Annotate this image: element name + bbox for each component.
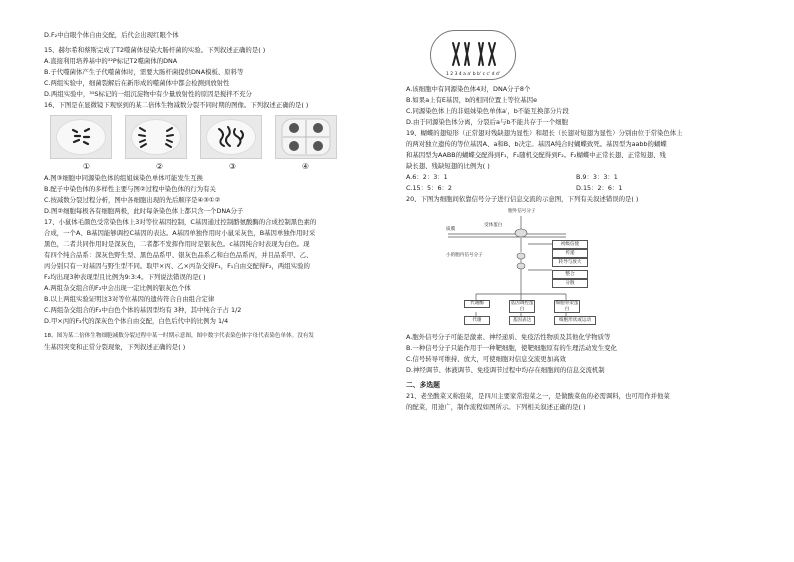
option-c: C.15：5：6：2: [406, 184, 452, 192]
option-line: B.以上两组实验证明这3对等位基因的遗传符合自由组合定律: [44, 295, 215, 303]
flow-connectors: [446, 208, 636, 328]
option-b: B.9：3：3：1: [576, 173, 618, 181]
left-column: [44, 30, 390, 353]
option-line: A.图③细胞中同源染色体的组姐妹染色单体可能发生互换: [44, 174, 204, 182]
flow-box-integrate: 整合: [552, 270, 588, 279]
option-line: D.神经调节、体液调节、免疫调节过程中均存在细胞间的信息交流机制: [406, 366, 605, 374]
flow-label-receptor: 受体蛋白: [484, 223, 503, 228]
question-17: 17、小鼠体毛颜色受常染色体上3对等位基因控制，C基因通过控制酪氨酸酶的合成控制黑色素的: [44, 218, 317, 226]
micrograph-cell-1: [50, 115, 112, 159]
option-line: D.甲×丙的F₂代的深灰色个体自由交配，白色后代中的比例为 1/4: [44, 317, 229, 325]
option-line: B.子代噬菌体产生子代噬菌体时，需要大肠杆菌提供DNA模板、原料等: [44, 68, 244, 76]
chromosome-marks: [201, 116, 261, 158]
question-text: 黑色，二者共同作用时是深灰色，二者都不发挥作用时是银灰色。c基因纯合时表现为白色。现: [44, 240, 310, 248]
question-text: 和基因型为AABB的蝴蝶交配得到F₁，F₁随机交配得到F₂。F₂蝴蝶中正常长翅、正常短翅、残: [406, 151, 666, 159]
flow-target-1: 代谢酶: [464, 300, 490, 308]
flow-output-2: 基因表达: [509, 316, 535, 325]
option-line: A.直接利用培养基中的³²P标记T2噬菌体的DNA: [44, 57, 178, 65]
flow-label-top: 胞外信号分子: [508, 209, 536, 214]
question-16: 16、下图是在显微镜下观察到的某二倍体生物减数分裂不同时期的图像。下列叙述正确的是( ): [44, 101, 309, 109]
options-row: [406, 172, 762, 183]
question-text: 合成，一个A、B基因能够调控C基因的表达。A基因单独作用时小鼠采灰色，B基因单独作用时采: [44, 229, 316, 237]
right-column: [406, 30, 762, 413]
option-line: D.F₂中白眼个体自由交配，后代会出现红眼个体: [44, 31, 179, 39]
chromosome-drawing: [431, 31, 515, 79]
flow-box-amplify: 转导与放大: [552, 258, 588, 267]
option-line: A.两组杂交组合的F₂中会出现一定比例的银灰色个体: [44, 284, 191, 292]
section-heading: 二、多选题: [406, 381, 440, 389]
micrograph-cell-4: [275, 115, 337, 159]
figure-label: ④: [301, 162, 310, 171]
question-text: 生基因突变和正常分裂现象，下列叙述正确的是( ): [44, 343, 186, 351]
question-18: 18、图为某二倍体生物细胞减数分裂过程中某一时期示意图，图中数字代表染色体字母代表染色单体。没有发: [44, 333, 315, 339]
figure-labels: [50, 162, 390, 171]
option-d: D.15：2：6：1: [576, 184, 623, 192]
options-row: [406, 183, 762, 194]
question-21: 21、老坐酸菜又称泡菜，是四川主要家常泡菜之一，是做酸菜鱼的必需调料，也可用作并他菜: [406, 392, 670, 400]
figure-label: ②: [155, 162, 164, 171]
question-15: 15、赫尔希和蔡斯完成了T2噬菌体侵染大肠杆菌的实验。下列叙述正确的是( ): [44, 46, 266, 54]
chromosome-diagram: [430, 30, 516, 80]
option-line: B.如果a上有E基因，b的相同位置上等位基因e: [406, 96, 537, 104]
question-text: 缺长翅、残缺短翅的比例为( ): [406, 162, 490, 170]
question-19: 19、蝴蝶的翅短形（正常翅对残缺翅为显性）和超长（长翅对短翅为显性）分别由位于常染色体上: [406, 129, 683, 137]
question-20: 20、下图为细胞间依靠信号分子进行信息交流的示意图，下列有关叙述错误的是( ): [406, 195, 639, 203]
signal-flow-diagram: [446, 208, 636, 328]
flow-output-3: 细胞形状或运动: [554, 316, 596, 325]
chromosome-marks: [51, 116, 111, 158]
flow-output-1: 代谢: [464, 316, 490, 325]
figure-label: ①: [82, 162, 91, 171]
micrograph-cell-2: [125, 115, 187, 159]
option-line: B.配子中染色体的多样性主要与图②过程中染色体的行为有关: [44, 185, 216, 193]
flow-box-primary: 初级信使: [552, 240, 588, 249]
option-line: C.两组实验中，细菌裂解后在新形成的噬菌体中都会检测到放射性: [44, 79, 230, 87]
flow-label-small: 小的胞内信号分子: [446, 253, 483, 258]
option-line: C.两组杂交组合的F₂中白色个体的基因型均有 3种，其中纯合子占 1/2: [44, 306, 242, 314]
option-line: A.该细胞中有同源染色体4对，DNA分子8个: [406, 85, 531, 93]
flow-target-3: 细胞骨架蛋白: [555, 301, 579, 312]
question-text: F₂均出现3种表现型且比例为9:3:4。下列说法错误的是( ): [44, 273, 206, 281]
chromosome-letters: 1 2 3 4 a a' b b' c c' d d': [445, 72, 501, 77]
chromosome-marks: [126, 116, 186, 158]
flow-target-2: 基因调控蛋白: [510, 301, 534, 312]
question-text: 的两对独立遗传的等位基因A、a和B、b决定。基因A纯合时蝴蝶致死。基因型为aabb的蝴蝶: [406, 140, 667, 148]
option-a: A.6：2：3：1: [406, 173, 448, 181]
option-line: C.按减数分裂过程分析，图中各细胞出现的先后顺序是④③①②: [44, 196, 221, 204]
flow-label-membrane: 质膜: [446, 227, 456, 232]
micrograph-figure: [50, 115, 390, 159]
option-line: A.胞外信号分子可能是激素、神经递质、免疫活性物质及其他化学物质等: [406, 333, 611, 341]
figure-label: ③: [228, 162, 237, 171]
flow-box-diverge: 分散: [552, 279, 588, 288]
option-line: D.由于同源染色体分离，分裂后a与b不能共存于一个细胞: [406, 118, 568, 126]
question-text: 有四个纯合品系：深灰色野生型、黑色品系甲、银灰色品系乙和白色品系丙，并且品系甲、乙、: [44, 251, 313, 259]
option-line: D.两组实验中，³⁵S标记的一组沉淀物中有少量放射性的原因是搅拌不充分: [44, 90, 252, 98]
option-line: C.信号转导可维持、放大，可使细胞对信息交流更加高效: [406, 355, 566, 363]
question-text: 的配菜，用途广，制作流程如图所示。下列相关叙述正确的是( ): [406, 403, 586, 411]
option-line: C.同源染色体上的非姐妹染色单体a′，b不能互换部分片段: [406, 107, 569, 115]
option-line: B.一种信号分子只能作用于一种靶细胞，使靶细胞原有的生理活动发生变化: [406, 344, 617, 352]
micrograph-cell-3: [200, 115, 262, 159]
option-line: D.图②细胞每极各有细胞两极，此时每条染色体上都只含一个DNA分子: [44, 207, 244, 215]
question-text: 丙分别只有一对基因与野生型不同。取甲×丙、乙×丙杂交得F₁，F₁自由交配得F₂，两组实验的: [44, 262, 310, 270]
tetrad-marks: [276, 116, 336, 158]
flow-box-transmit: 传递: [552, 249, 588, 258]
